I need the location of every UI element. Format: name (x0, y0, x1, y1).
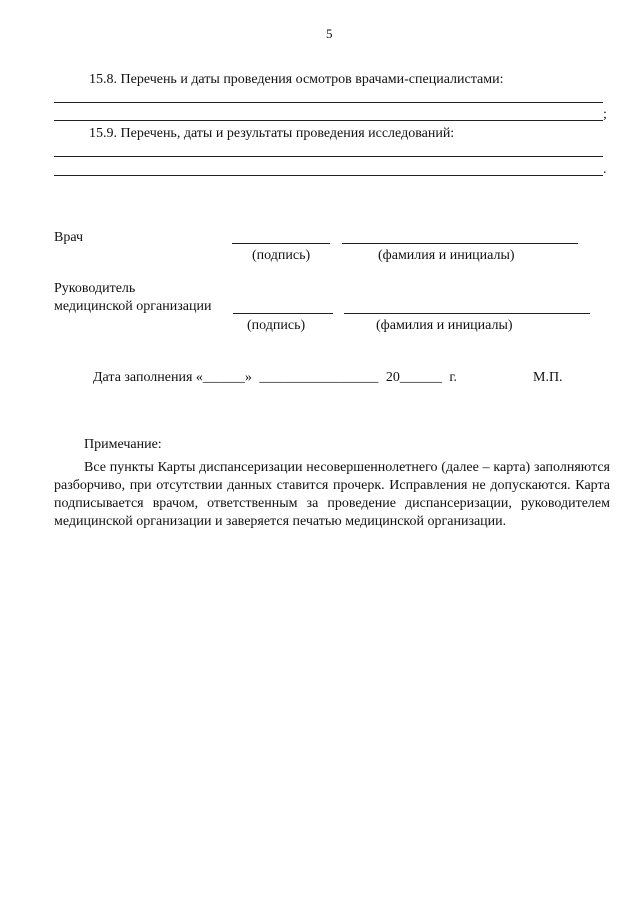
doctor-name-line (342, 243, 578, 244)
date-label: Дата заполнения « (93, 370, 203, 385)
date-close-quote: » (244, 370, 252, 385)
note-body (54, 459, 610, 531)
section-15-8-end-mark: ; (603, 107, 607, 122)
doctor-name-caption: (фамилия и инициалы) (378, 248, 515, 263)
date-day-blank: ______ (202, 370, 245, 385)
head-label-line-1: Руководитель (54, 281, 136, 296)
doctor-label: Врач (54, 230, 84, 245)
note-title: Примечание: (84, 437, 162, 452)
head-name-caption: (фамилия и инициалы) (376, 318, 513, 333)
section-15-8-line-1 (54, 102, 603, 103)
date-month-blank: _________________ (259, 370, 379, 385)
section-15-8-line-2 (54, 120, 603, 121)
head-signature-line (233, 313, 333, 314)
section-15-9-end-mark: . (603, 162, 607, 177)
date-year-prefix: 20 (385, 370, 400, 385)
stamp-mark: М.П. (533, 370, 563, 385)
section-15-8-heading: 15.8. Перечень и даты проведения осмотров врачами-специалистами: (89, 72, 504, 87)
section-15-9-line-2 (54, 175, 603, 176)
page-number: 5 (326, 26, 333, 41)
head-name-line (344, 313, 590, 314)
head-signature-caption: (подпись) (247, 318, 306, 333)
note-text: Все пункты Карты диспансеризации несовершеннолетнего (далее – карта) заполняются разборчиво, при отсутствии данных ставится прочерк. Исправления не допускаются. Карта подписывается врачом, ответственным за проведение диспансеризации, руководителем медицинской организации и заверяется печатью медицинской организации. (54, 460, 610, 529)
date-year-blank: ______ (399, 370, 442, 385)
date-line (93, 370, 457, 386)
doctor-signature-line (232, 243, 330, 244)
date-year-suffix: г. (449, 370, 458, 385)
section-15-9-line-1 (54, 156, 603, 157)
head-label-line-2: медицинской организации (54, 299, 212, 314)
doctor-signature-caption: (подпись) (252, 248, 311, 263)
section-15-9-heading: 15.9. Перечень, даты и результаты проведения исследований: (89, 126, 455, 141)
